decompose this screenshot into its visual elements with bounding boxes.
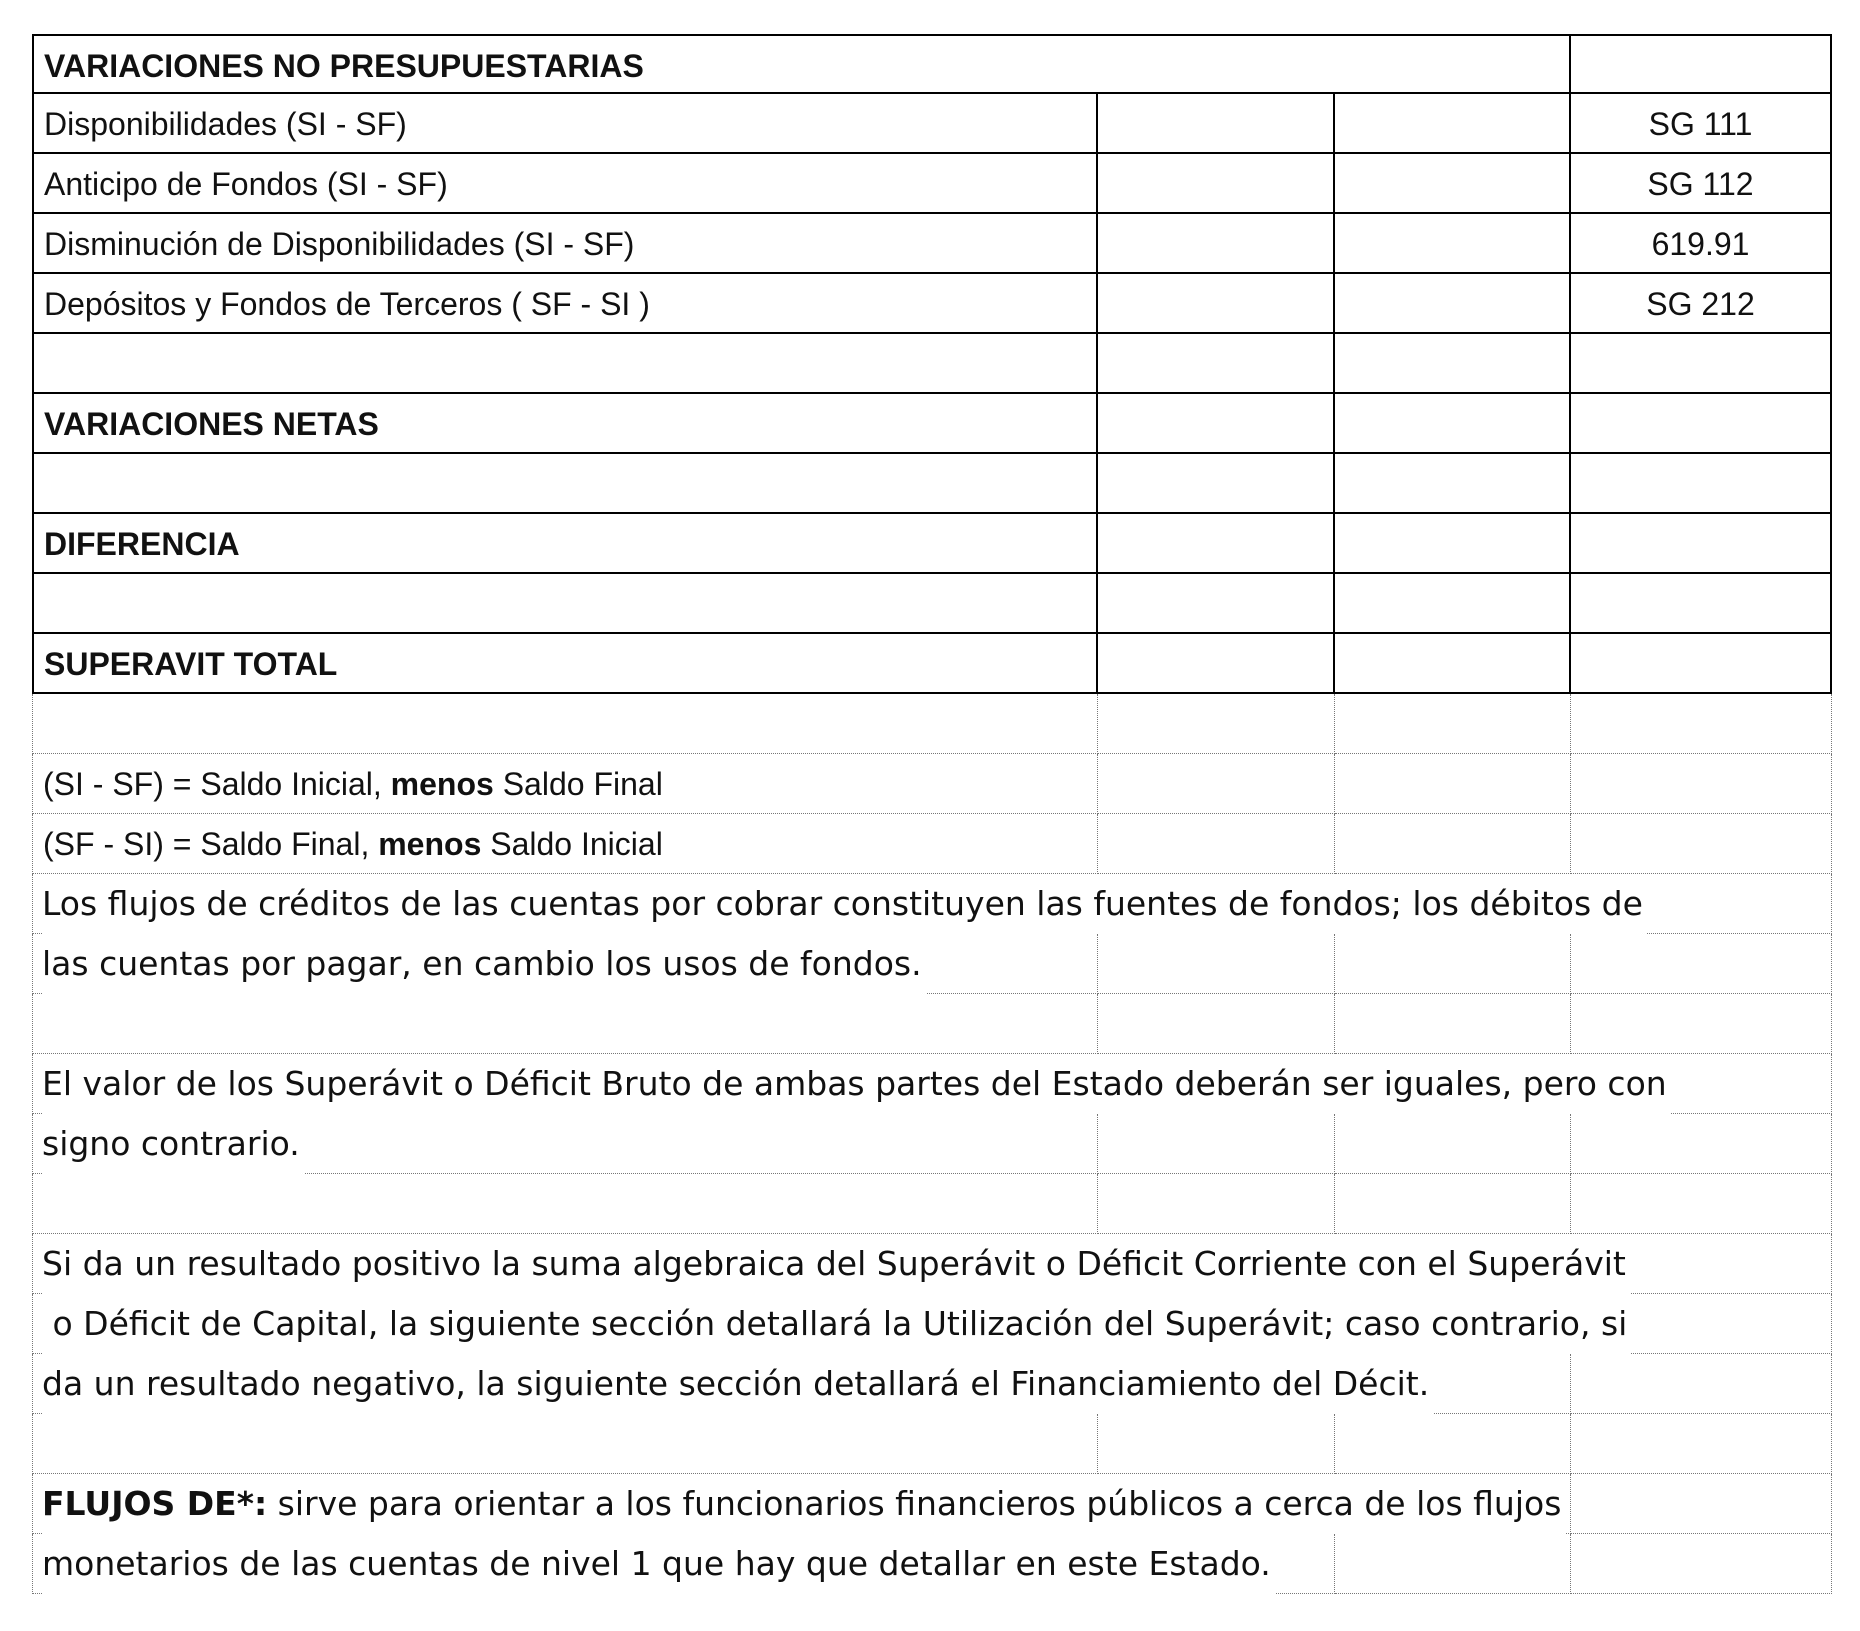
variaciones-netas-label: VARIACIONES NETAS <box>44 406 379 442</box>
account-row <box>32 154 1832 214</box>
flujos-de-note-line: monetarios de las cuentas de nivel 1 que hay que detallar en este Estado. <box>42 1534 1275 1594</box>
account-label: Disponibilidades (SI - SF) <box>44 106 407 142</box>
flujos-note-line: Los flujos de créditos de las cuentas por cobrar constituyen las fuentes de fondos; los débitos de <box>42 874 1647 934</box>
definition-sf-si: (SF - SI) = Saldo Final, menos Saldo Inicial <box>43 826 663 862</box>
superavit-total-label: SUPERAVIT TOTAL <box>44 646 338 682</box>
flujos-de-label: FLUJOS DE*: <box>42 1484 268 1523</box>
note-row <box>32 1234 1832 1294</box>
account-row <box>32 274 1832 334</box>
blank-row <box>32 574 1832 634</box>
flujos-de-note-line: FLUJOS DE*: sirve para orientar a los funcionarios financieros públicos a cerca de los flujos <box>42 1474 1565 1534</box>
account-label: Anticipo de Fondos (SI - SF) <box>44 166 448 202</box>
account-code: SG 111 <box>1648 106 1753 142</box>
section-title: VARIACIONES NO PRESUPUESTARIAS <box>44 48 644 84</box>
note-row <box>32 1114 1832 1174</box>
definition-row <box>32 814 1832 874</box>
note-row <box>32 1474 1832 1534</box>
note-row <box>32 934 1832 994</box>
variaciones-netas-row <box>32 394 1832 454</box>
diferencia-label: DIFERENCIA <box>44 526 240 562</box>
valor-note-line: El valor de los Superávit o Déficit Bruto de ambas partes del Estado deberán ser iguales, pero con <box>42 1054 1671 1114</box>
section-header-row <box>32 34 1832 94</box>
blank-row <box>32 1414 1832 1474</box>
blank-row <box>32 1174 1832 1234</box>
blank-row <box>32 694 1832 754</box>
account-code: SG 212 <box>1646 286 1755 322</box>
note-row <box>32 1054 1832 1114</box>
blank-row <box>32 454 1832 514</box>
account-row <box>32 214 1832 274</box>
note-row <box>32 874 1832 934</box>
blank-row <box>32 334 1832 394</box>
account-code: 619.91 <box>1651 226 1750 262</box>
definition-row <box>32 754 1832 814</box>
si-note-line: Si da un resultado positivo la suma algebraica del Superávit o Déficit Corriente con el Superávit <box>42 1234 1630 1294</box>
flujos-note-line: las cuentas por pagar, en cambio los usos de fondos. <box>42 934 926 994</box>
si-note-line: da un resultado negativo, la siguiente sección detallará el Financiamiento del Décit. <box>42 1354 1433 1414</box>
note-row <box>32 1354 1832 1414</box>
blank-row <box>32 994 1832 1054</box>
note-row <box>32 1294 1832 1354</box>
si-note-line: o Déficit de Capital, la siguiente sección detallará la Utilización del Superávit; caso contrario, si <box>42 1294 1631 1354</box>
superavit-total-row <box>32 634 1832 694</box>
statement-sheet <box>32 34 1832 1594</box>
definition-si-sf: (SI - SF) = Saldo Inicial, menos Saldo Final <box>43 766 663 802</box>
diferencia-row <box>32 514 1832 574</box>
account-row <box>32 94 1832 154</box>
account-code: SG 112 <box>1647 166 1754 202</box>
account-label: Depósitos y Fondos de Terceros ( SF - SI ) <box>44 286 650 322</box>
account-label: Disminución de Disponibilidades (SI - SF) <box>44 226 635 262</box>
note-row <box>32 1534 1832 1594</box>
valor-note-line: signo contrario. <box>42 1114 304 1174</box>
